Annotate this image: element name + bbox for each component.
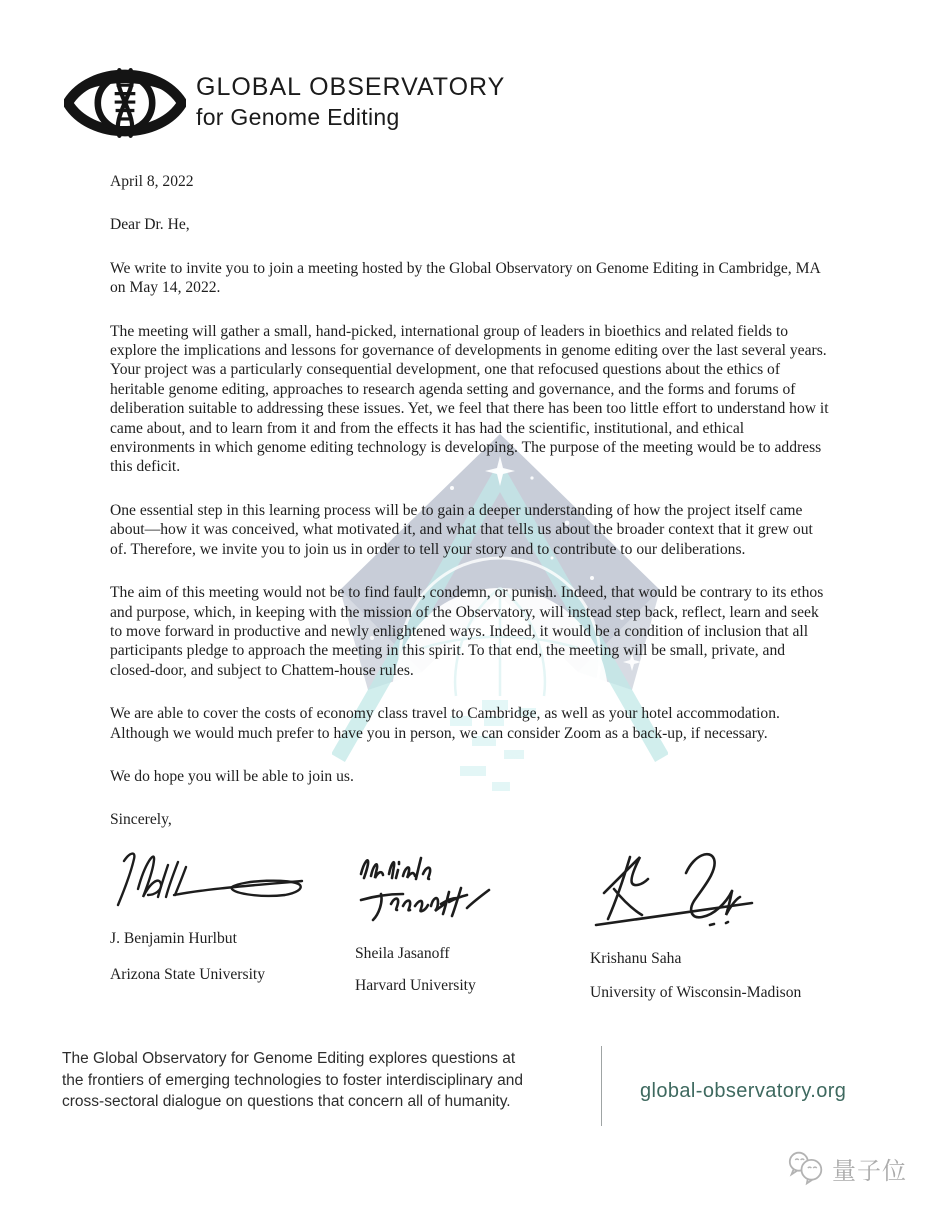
signatory-name: Krishanu Saha <box>590 950 682 967</box>
signature-hurlbut <box>110 845 310 913</box>
signature-block-jasanoff <box>355 848 590 995</box>
letter-paragraph: One essential step in this learning process will be to gain a deeper understanding of how the project itself came about—how it was conceived, what motivated it, and what that tells us about the broader context that it grew out of. Therefore, we invite you to join us in order to tell your story and to contribute to our deliberations. <box>110 501 813 558</box>
letter-salutation: Dear Dr. He, <box>110 216 190 234</box>
signatory-affiliation: University of Wisconsin-Madison <box>590 983 802 1001</box>
signature-saha <box>590 845 765 935</box>
letter-closing: Sincerely, <box>110 811 172 829</box>
letter-body <box>110 172 832 854</box>
letter-paragraph: We are able to cover the costs of economy class travel to Cambridge, as well as your hotel accommodation. Although we would much prefer to have you in person, we can consider Zoom as a back-up, if necessary. <box>110 705 780 742</box>
qbitai-watermark <box>786 1150 907 1186</box>
footer-mission-statement: The Global Observatory for Genome Editing explores questions at the frontiers of emerging technologies to foster interdisciplinary and cross-sectoral dialogue on questions that concern all of humanity. <box>62 1050 523 1110</box>
footer-website-link[interactable]: global-observatory.org <box>640 1080 847 1102</box>
letter-date: April 8, 2022 <box>110 173 194 190</box>
signatory-name: Sheila Jasanoff <box>355 945 450 962</box>
letter-paragraph: The meeting will gather a small, hand-picked, international group of leaders in bioethics and related fields to explore the implications and lessons for governance of developments in genome editing over the last several years. Your project was a particularly consequential development, one that refocused questions about the ethics of heritable genome editing, approaches to research agenda setting and governance, and the forms and forums of deliberation suitable to addressing these issues. Yet, we feel that there has been too little effort to understand how it came about, and to learn from it and from the effects it has had the scientific, institutional, and ethical environments in which genome editing technology is developing. The purpose of the meeting would be to address this deficit. <box>110 322 829 476</box>
qbitai-watermark-text: 量子位 <box>832 1157 907 1185</box>
org-wordmark <box>196 72 505 132</box>
signature-block-saha <box>590 845 900 1002</box>
signatory-name: J. Benjamin Hurlbut <box>110 930 237 947</box>
letter-paragraph: We do hope you will be able to join us. <box>110 767 354 785</box>
org-name: GLOBAL OBSERVATORY <box>196 73 506 101</box>
org-subtitle: for Genome Editing <box>196 104 400 130</box>
signature-jasanoff <box>355 848 505 932</box>
signatory-affiliation: Harvard University <box>355 976 476 994</box>
footer-divider <box>601 1046 602 1126</box>
letter-paragraph: We write to invite you to join a meeting hosted by the Global Observatory on Genome Editing in Cambridge, MA on May 14, 2022. <box>110 259 820 297</box>
signatory-affiliation: Arizona State University <box>110 965 266 983</box>
qbitai-logo-icon <box>786 1150 826 1186</box>
global-observatory-eye-dna-icon <box>64 57 186 149</box>
letter-paragraph: The aim of this meeting would not be to find fault, condemn, or punish. Indeed, that would be contrary to its ethos and purpose, which, in keeping with the mission of the Observatory, will instead step back, reflect, learn and seek to move forward in productive and newly enlightened ways. Indeed, it would be a condition of inclusion that all participants pledge to approach the meeting in this spirit. To that end, the meeting will be small, private, and closed-door, and subject to Chattem-house rules. <box>110 584 824 679</box>
signature-block-hurlbut <box>110 845 350 984</box>
